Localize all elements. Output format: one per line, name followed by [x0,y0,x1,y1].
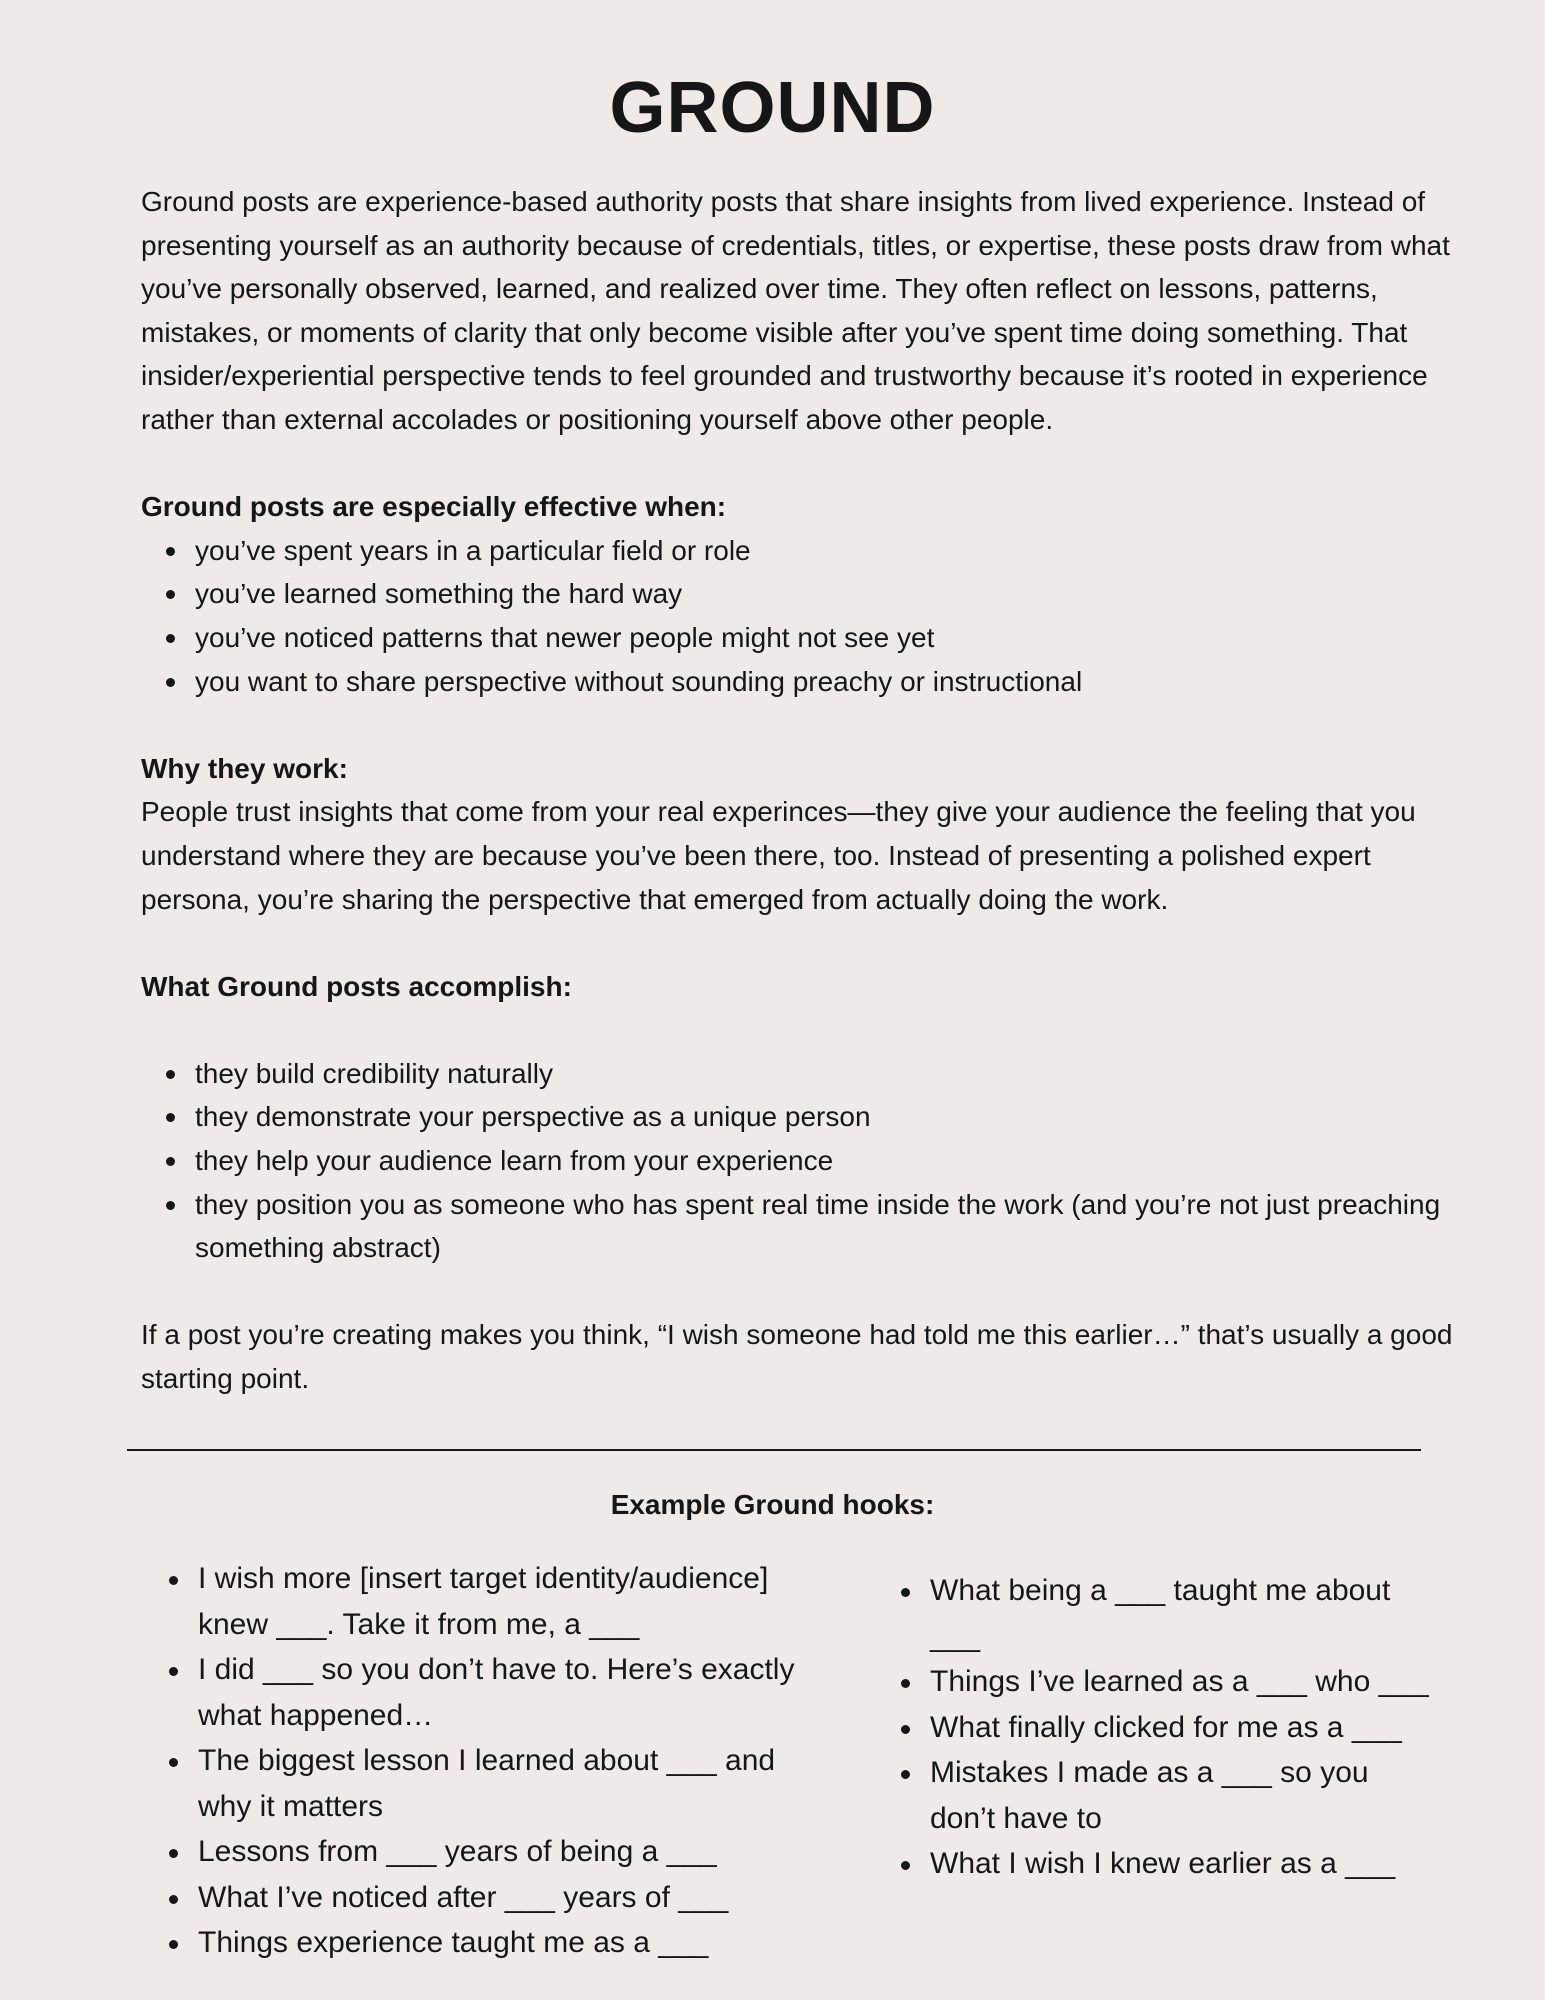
hooks-right-column [876,1568,1436,1887]
hook-item: What I wish I knew earlier as a ___ [930,1841,1436,1887]
hooks-heading: Example Ground hooks: [610,1489,935,1520]
effective-heading: Ground posts are especially effective when: [141,491,727,523]
page-title: GROUND [609,68,936,148]
closing-paragraph: If a post you’re creating makes you think, “I wish someone had told me this earlier…” that’s usually a good starting point. [141,1319,1453,1395]
list-item: they build credibility naturally [195,1052,1471,1096]
accomplish-list [141,1052,1471,1270]
list-item: they help your audience learn from your experience [195,1139,1471,1183]
list-item: you’ve learned something the hard way [195,572,1471,616]
list-item: you want to share perspective without sounding preachy or instructional [195,660,1471,704]
intro-paragraph: Ground posts are experience-based authority posts that share insights from lived experience. Instead of presenting yourself as an authority because of credentials, titles, or expertise, these posts draw from what you’ve personally observed, learned, and realized over time. They often reflect on lessons, patterns, mistakes, or moments of clarity that only become visible after you’ve spent time doing something. That insider/experiential perspective tends to feel grounded and trustworthy because it’s rooted in experience rather than external accolades or positioning yourself above other people. [141,186,1450,435]
hooks-left-list [144,1556,804,1966]
hook-item: Things I’ve learned as a ___ who ___ [930,1659,1436,1705]
why-heading: Why they work: [141,752,348,784]
hook-item: Mistakes I made as a ___ so you don’t have to [930,1750,1436,1841]
hook-item: Lessons from ___ years of being a ___ [198,1829,804,1875]
why-paragraph: People trust insights that come from your real experinces—they give your audience the feeling that you understand where they are because you’ve been there, too. Instead of presenting a polished expert persona, you’re sharing the perspective that emerged from actually doing the work. [141,796,1416,915]
hooks-left-column [144,1556,804,1966]
hook-item: What being a ___ taught me about ___ [930,1568,1436,1659]
list-item: you’ve spent years in a particular field or role [195,529,1471,573]
main-content [141,180,1471,1401]
accomplish-heading: What Ground posts accomplish: [141,970,572,1002]
list-item: you’ve noticed patterns that newer people might not see yet [195,616,1471,660]
hooks-right-list [876,1568,1436,1887]
hook-item: What finally clicked for me as a ___ [930,1705,1436,1751]
hook-item: I wish more [insert target identity/audience] knew ___. Take it from me, a ___ [198,1556,804,1647]
effective-list [141,529,1471,703]
hook-item: The biggest lesson I learned about ___ and why it matters [198,1738,804,1829]
hook-item: I did ___ so you don’t have to. Here’s exactly what happened… [198,1647,804,1738]
section-divider [127,1449,1421,1451]
hook-item: What I’ve noticed after ___ years of ___ [198,1875,804,1921]
list-item: they demonstrate your perspective as a unique person [195,1095,1471,1139]
list-item: they position you as someone who has spent real time inside the work (and you’re not just preaching something abstract) [195,1183,1471,1270]
hook-item: Things experience taught me as a ___ [198,1920,804,1966]
